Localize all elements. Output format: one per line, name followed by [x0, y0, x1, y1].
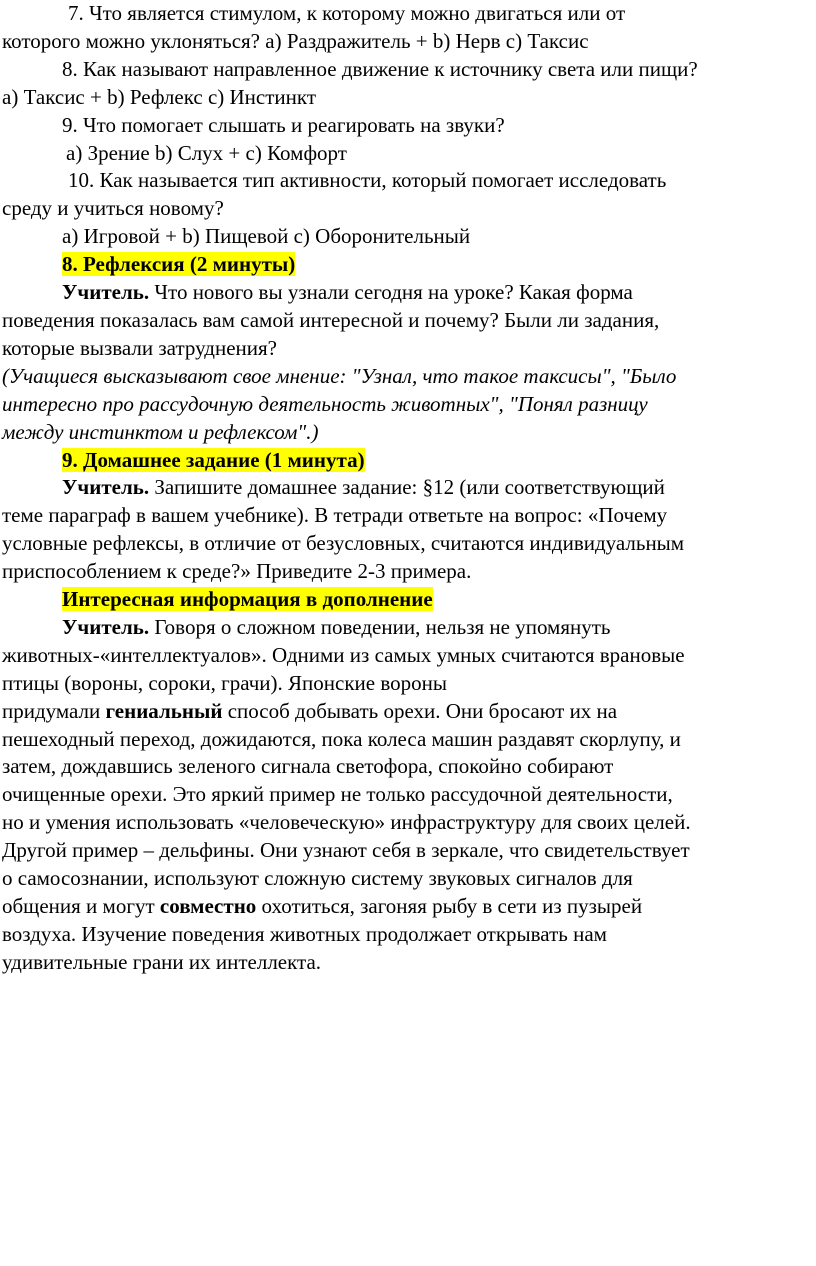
teacher-label: Учитель.: [62, 280, 150, 305]
paragraph-text: птицы (вороны, сороки, грачи). Японские вороны: [2, 670, 447, 695]
paragraph-text: приспособлением к среде?» Приведите 2-3 примера.: [2, 559, 472, 584]
section-extra-info: [2, 586, 810, 977]
paragraph-text: способ добывать орехи. Они бросают их на: [222, 698, 618, 723]
section-heading: 8. Рефлексия (2 минуты): [62, 252, 296, 277]
question-7-line-1: 7. Что является стимулом, к которому можно двигаться или от: [68, 1, 626, 25]
italic-note: интересно про рассудочную деятельность животных", "Понял разницу: [2, 391, 648, 416]
question-9-line-2: a) Зрение b) Слух + c) Комфорт: [66, 140, 347, 165]
section-reflection: [2, 251, 810, 446]
question-10: [2, 167, 810, 251]
paragraph-text: Запишите домашнее задание: §12 (или соответствующий: [149, 475, 665, 500]
paragraph-text: теме параграф в вашем учебнике). В тетради ответьте на вопрос: «Почему: [2, 503, 668, 528]
section-heading: Интересная информация в дополнение: [62, 587, 433, 612]
italic-note: (Учащиеся высказывают свое мнение: "Узнал, что такое таксисы", "Было: [2, 363, 677, 388]
paragraph-text: но и умения использовать «человеческую» инфраструктуру для своих целей.: [2, 810, 691, 835]
bold-word: гениальный: [105, 698, 223, 723]
paragraph-text: придумали: [2, 698, 106, 723]
question-7: [2, 0, 810, 56]
question-7-line-2: которого можно уклоняться? a) Раздражитель + b) Нерв c) Таксис: [2, 28, 589, 53]
paragraph-text: общения и могут: [2, 894, 160, 918]
paragraph-text: условные рефлексы, в отличие от безусловных, считаются индивидуальным: [2, 531, 685, 556]
paragraph-text: пешеходный переход, дожидаются, пока колеса машин раздавят скорлупу, и: [2, 726, 681, 751]
question-9-line-1: 9. Что помогает слышать и реагировать на звуки?: [62, 112, 505, 137]
paragraph-text: удивительные грани их интеллекта.: [2, 949, 322, 974]
paragraph-text: о самосознании, используют сложную систему звуковых сигналов для: [2, 866, 633, 891]
question-10-line-1: 10. Как называется тип активности, который помогает исследовать: [68, 168, 667, 193]
question-9: [2, 112, 810, 168]
paragraph-text: поведения показалась вам самой интересной и почему? Были ли задания,: [2, 307, 660, 332]
teacher-label: Учитель.: [62, 614, 150, 639]
paragraph-text: затем, дождавшись зеленого сигнала светофора, спокойно собирают: [2, 754, 614, 779]
question-10-line-3: a) Игровой + b) Пищевой c) Оборонительный: [62, 224, 471, 249]
paragraph-text: Говоря о сложном поведении, нельзя не упомянуть: [149, 614, 611, 639]
paragraph-text: очищенные орехи. Это яркий пример не только рассудочной деятельности,: [2, 782, 673, 807]
paragraph-text: Что нового вы узнали сегодня на уроке? Какая форма: [149, 280, 633, 305]
question-8-line-2: a) Таксис + b) Рефлекс c) Инстинкт: [2, 84, 316, 109]
bold-word: совместно: [159, 894, 257, 918]
teacher-label: Учитель.: [62, 475, 150, 500]
paragraph-text: охотиться, загоняя рыбу в сети из пузырей: [256, 894, 643, 918]
question-10-line-2: среду и учиться новому?: [2, 196, 224, 221]
section-heading: 9. Домашнее задание (1 минута): [62, 447, 365, 472]
question-8-line-1: 8. Как называют направленное движение к источнику света или пищи?: [62, 56, 698, 81]
paragraph-text: животных-«интеллектуалов». Одними из самых умных считаются врановые: [2, 642, 685, 667]
paragraph-text: Другой пример – дельфины. Они узнают себя в зеркале, что свидетельствует: [2, 838, 690, 863]
question-8: [2, 56, 810, 112]
paragraph-text: которые вызвали затруднения?: [2, 335, 277, 360]
italic-note: между инстинктом и рефлексом".): [2, 419, 319, 444]
section-homework: [2, 447, 810, 587]
paragraph-text: воздуха. Изучение поведения животных продолжает открывать нам: [2, 921, 607, 946]
